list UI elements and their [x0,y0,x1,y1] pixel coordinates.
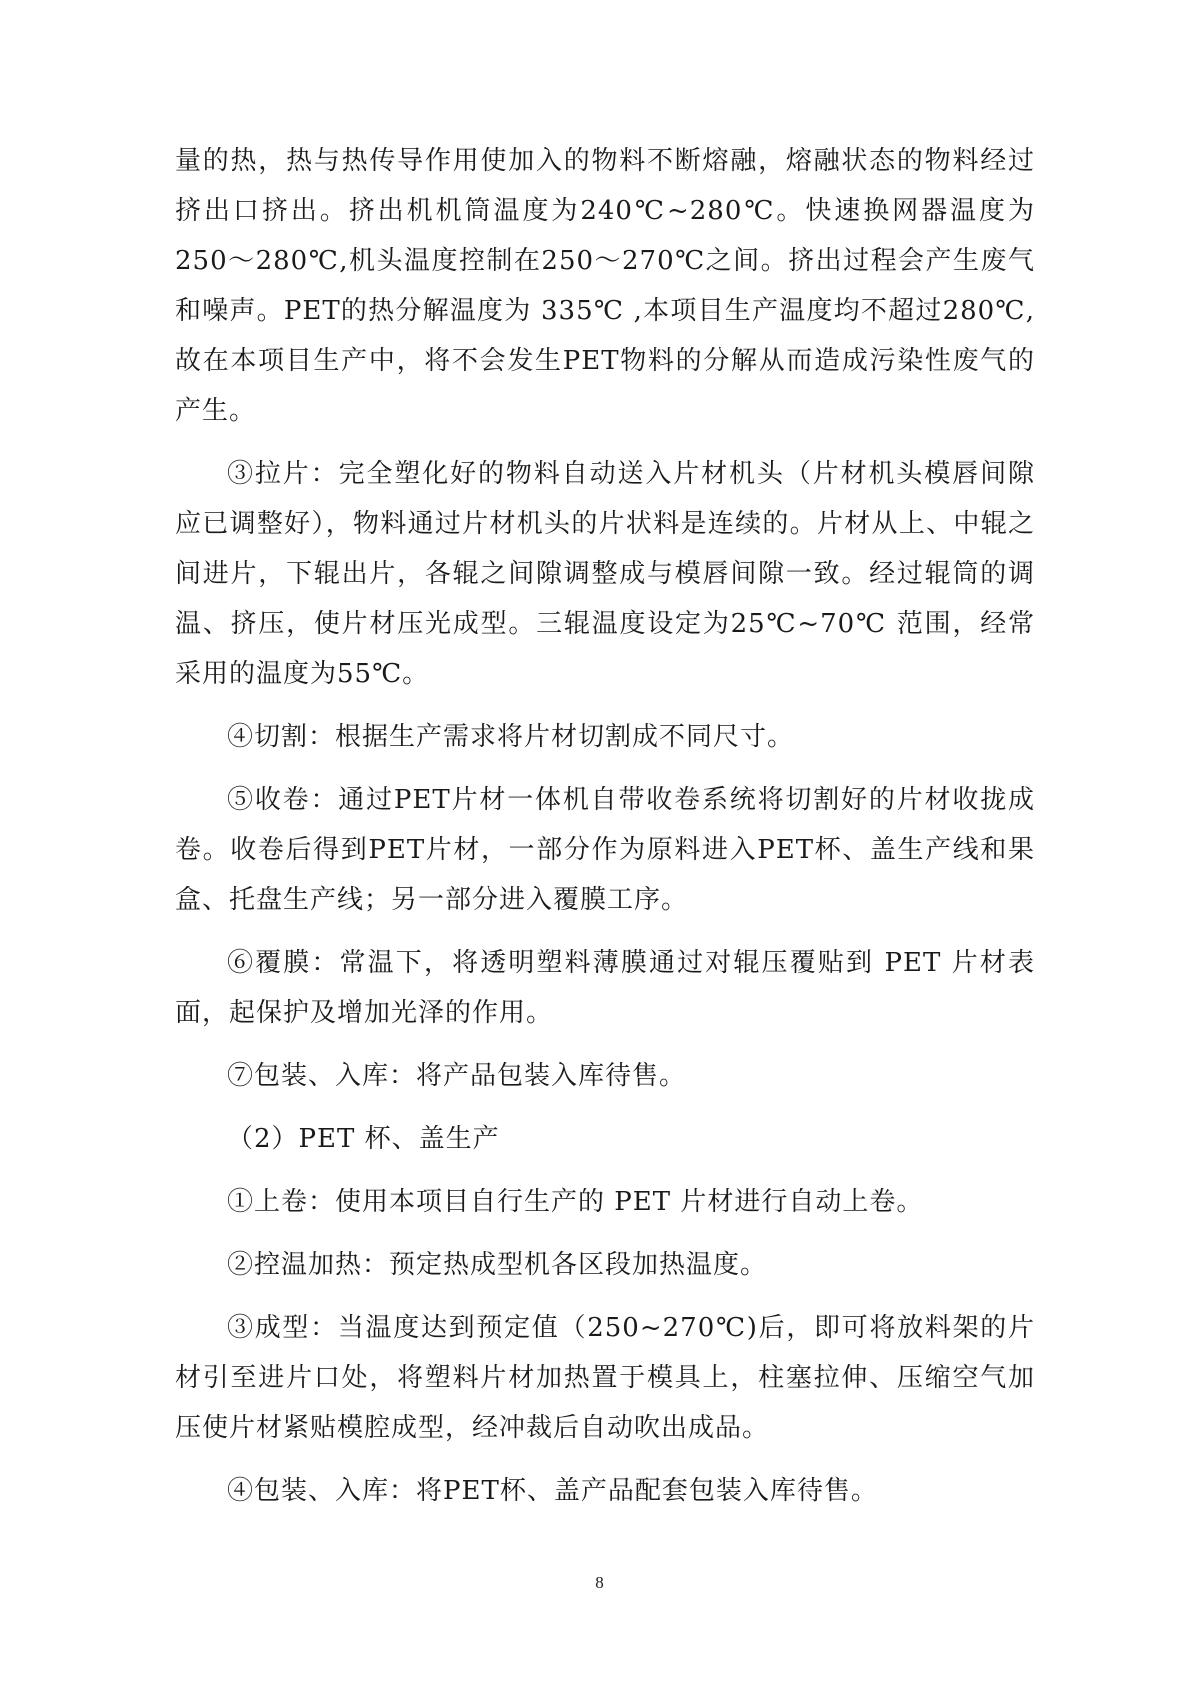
paragraph-step-cups-packaging: ④包装、入库：将PET杯、盖产品配套包装入库待售。 [227,1476,878,1506]
paragraph-step-cutting: ④切割：根据生产需求将片材切割成不同尺寸。 [227,722,795,752]
paragraph-step-forming: ③成型：当温度达到预定值（250~270℃)后，即可将放料架的片材引至进片口处，将塑料片材加热置于模具上，柱塞拉伸、压缩空气加压使片材紧贴模腔成型，经冲裁后自动吹出成品。 [175,1313,1035,1443]
paragraph-step-packaging: ⑦包装、入库：将产品包装入库待售。 [227,1061,687,1091]
body-text [175,136,1035,1529]
paragraph-step-laminating: ⑥覆膜：常温下，将透明塑料薄膜通过对辊压覆贴到 PET 片材表面，起保护及增加光泽的作用。 [175,948,1035,1028]
page-number: 8 [595,1573,604,1592]
paragraph-extrusion-continued: 量的热，热与热传导作用使加入的物料不断熔融，熔融状态的物料经过挤出口挤出。挤出机机筒温度为240℃~280℃。快速换网器温度为250～280℃,机头温度控制在250～270℃之间。挤出过程会产生废气和噪声。PET的热分解温度为 335℃ ,本项目生产温度均不超过280℃,故在本项目生产中，将不会发生PET物料的分解从而造成污染性废气的产生。 [175,146,1035,426]
paragraph-step-sheet-drawing: ③拉片：完全塑化好的物料自动送入片材机头（片材机头模唇间隙应已调整好），物料通过片材机头的片状料是连续的。片材从上、中辊之间进片，下辊出片，各辊之间隙调整成与模唇间隙一致。经过辊筒的调温、挤压，使片材压光成型。三辊温度设定为25℃~70℃ 范围，经常采用的温度为55℃。 [175,459,1035,689]
paragraph-step-winding: ⑤收卷：通过PET片材一体机自带收卷系统将切割好的片材收拢成卷。收卷后得到PET片材，一部分作为原料进入PET杯、盖生产线和果盒、托盘生产线；另一部分进入覆膜工序。 [175,785,1035,915]
paragraph-step-temperature-control: ②控温加热：预定热成型机各区段加热温度。 [227,1250,768,1280]
paragraph-step-loading-roll: ①上卷：使用本项目自行生产的 PET 片材进行自动上卷。 [227,1187,924,1217]
section-heading-pet-cups-lids: （2）PET 杯、盖生产 [227,1124,500,1154]
